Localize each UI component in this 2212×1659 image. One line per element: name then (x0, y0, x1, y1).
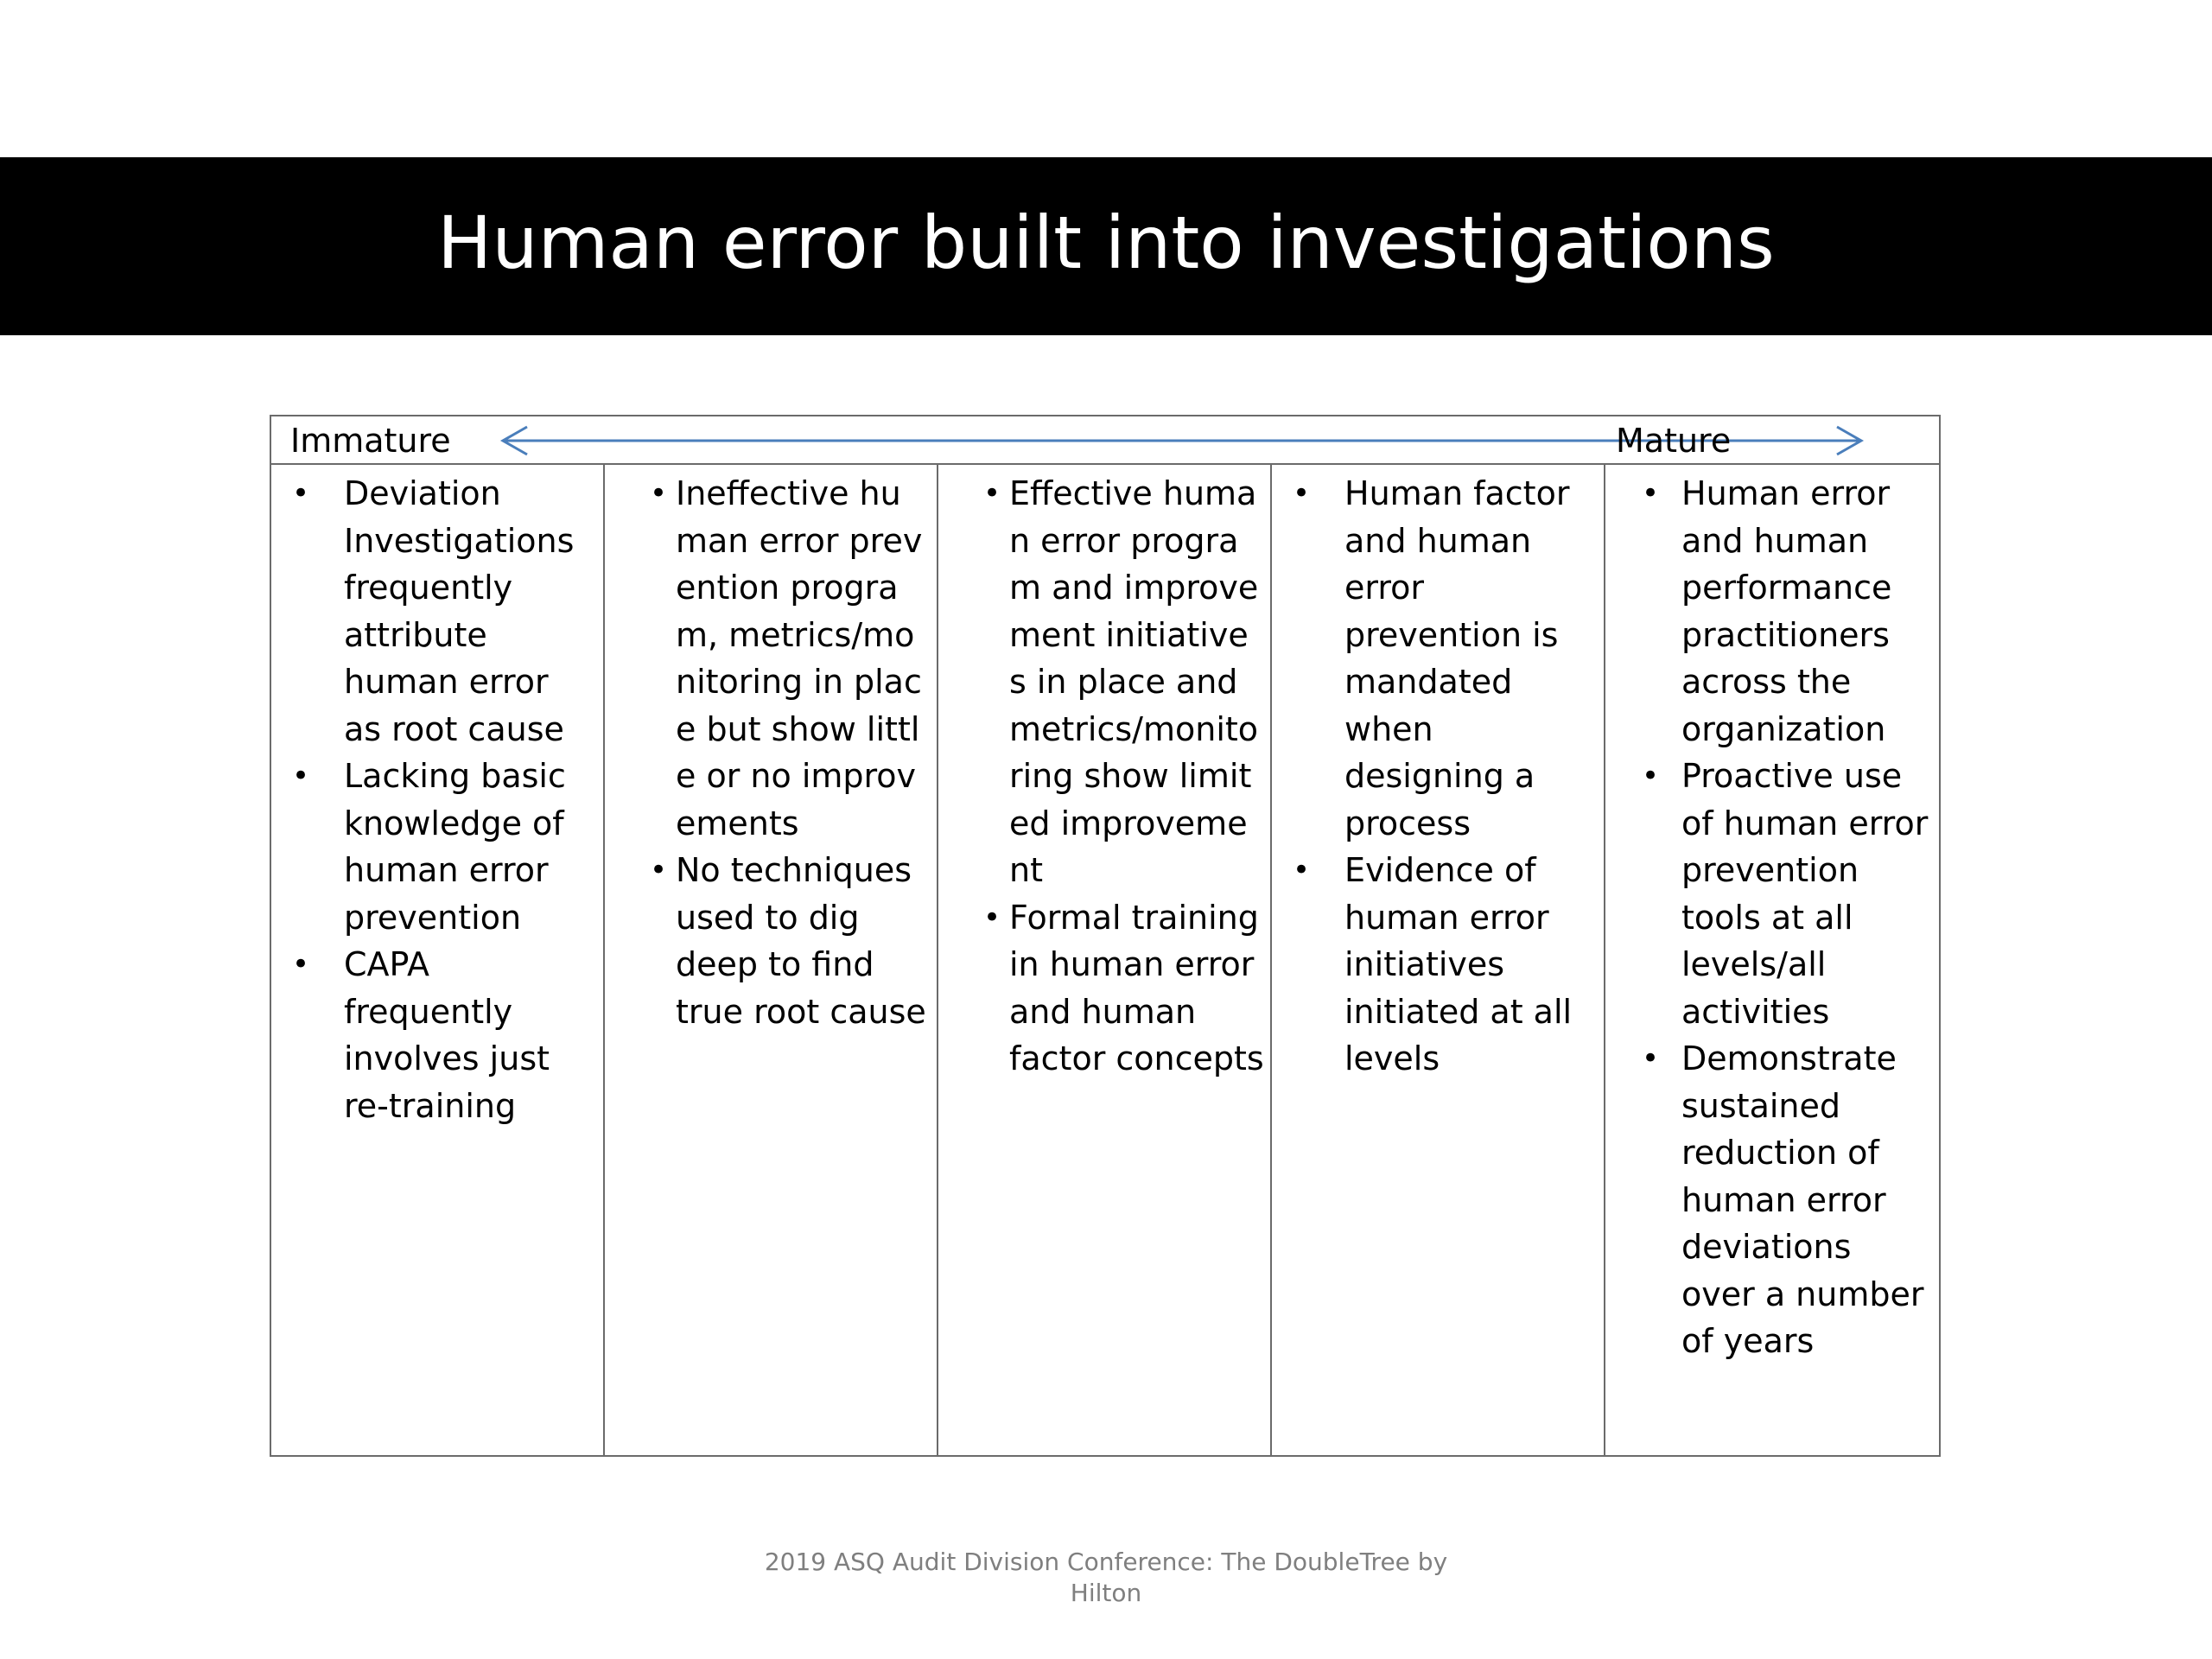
bullet-icon: • (1293, 476, 1311, 511)
list-item (983, 894, 1265, 1083)
slide-title: Human error built into investigations (437, 200, 1775, 285)
list-item-text: Formal training in human error and human factor concepts (1009, 898, 1264, 1077)
bullet-list (1291, 470, 1600, 1083)
list-item (290, 470, 594, 753)
list-item-text: Evidence of human error initiatives initiated at all levels (1344, 851, 1573, 1077)
bullet-icon: • (1642, 1041, 1660, 1076)
scale-label-mature: Mature (1616, 422, 1732, 460)
bullet-list (983, 470, 1265, 1083)
list-item (1640, 1035, 1934, 1365)
list-item (1291, 847, 1600, 1083)
bullet-list (290, 470, 594, 1129)
bullet-icon: • (1642, 759, 1660, 793)
list-item-text: CAPA frequently involves just re-training (344, 945, 550, 1125)
list-item-text: No techniques used to dig deep to find true root cause (676, 851, 926, 1031)
list-item-text: Deviation Investigations frequently attribute human error as root cause (344, 474, 575, 748)
maturity-table (270, 415, 1941, 1457)
bullet-icon: • (983, 899, 1001, 935)
list-item-text: Human error and human performance practitioners across the organization (1681, 474, 1892, 748)
bullet-icon: • (983, 476, 1001, 511)
title-bar (0, 157, 2212, 335)
list-item (983, 470, 1265, 894)
bullet-icon: • (292, 476, 310, 511)
list-item (1640, 753, 1934, 1035)
maturity-column-5 (1605, 465, 1939, 1455)
list-item (290, 753, 594, 941)
list-item-text: Ineffective human error prevention program, metrics/monitoring in place but show little or no improvements (676, 474, 923, 842)
list-item-text: Proactive use of human error prevention tools at all levels/all activities (1681, 757, 1929, 1031)
list-item-text: Lacking basic knowledge of human error prevention (344, 757, 566, 937)
maturity-scale-row (271, 416, 1939, 465)
bullet-list (650, 470, 931, 1035)
bullet-icon: • (292, 759, 310, 793)
bullet-list (1640, 470, 1934, 1365)
bullet-icon: • (292, 947, 310, 982)
scale-label-immature: Immature (290, 422, 451, 460)
list-item-text: Human factor and human error prevention is mandated when designing a process (1344, 474, 1570, 842)
list-item-text: Effective human error program and improvement initiatives in place and metrics/monitoring show limited improvement (1009, 474, 1259, 889)
maturity-columns (271, 465, 1939, 1455)
bullet-icon: • (650, 853, 668, 887)
maturity-column-2 (605, 465, 938, 1455)
maturity-column-3 (938, 465, 1272, 1455)
slide-footer: 2019 ASQ Audit Division Conference: The DoubleTree by Hilton (764, 1548, 1448, 1607)
list-item (290, 941, 594, 1129)
list-item (1291, 470, 1600, 847)
list-item (1640, 470, 1934, 753)
maturity-column-4 (1272, 465, 1605, 1455)
bullet-icon: • (650, 476, 668, 511)
bullet-icon: • (1642, 476, 1660, 511)
bullet-icon: • (1293, 853, 1311, 887)
maturity-column-1 (271, 465, 605, 1455)
list-item (650, 847, 931, 1035)
list-item-text: Demonstrate sustained reduction of human error deviations over a number of years (1681, 1039, 1924, 1360)
list-item (650, 470, 931, 847)
